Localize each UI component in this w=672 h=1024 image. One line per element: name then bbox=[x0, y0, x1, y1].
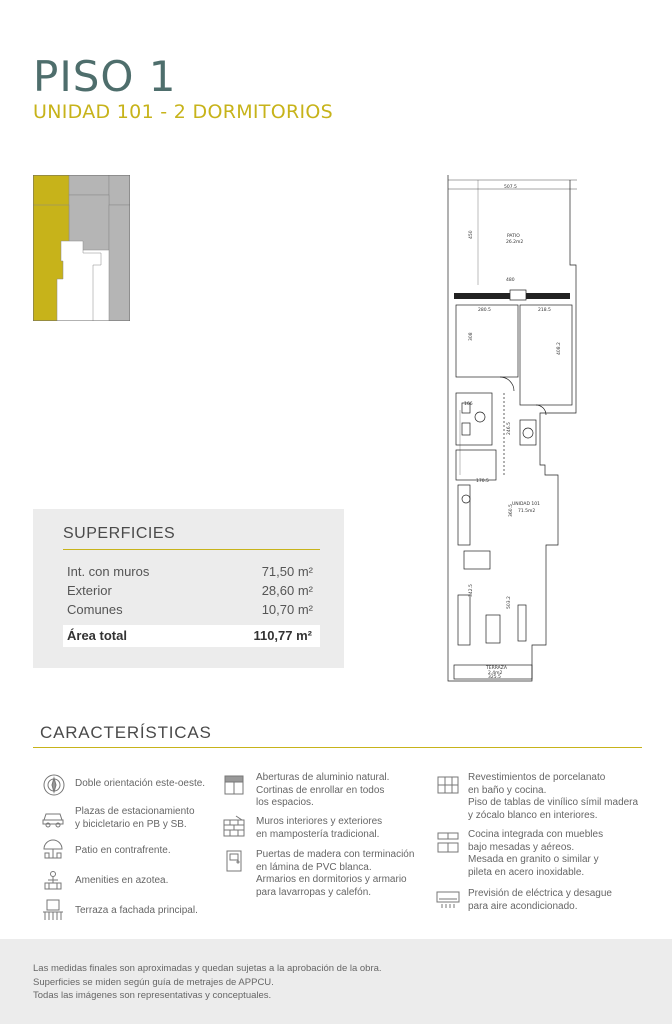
dim-living-v: 342.5 bbox=[469, 584, 474, 597]
surface-total-row bbox=[63, 625, 320, 647]
surface-label: Int. con muros bbox=[67, 564, 150, 579]
page-title: PISO 1 bbox=[33, 52, 177, 101]
features-title: CARACTERÍSTICAS bbox=[40, 723, 212, 742]
dim-living-h: 360.5 bbox=[509, 504, 514, 517]
dim-bed1: 280.5 bbox=[478, 308, 491, 313]
footer-line: Las medidas finales son aproximadas y quedan sujetas a la aprobación de la obra. bbox=[33, 963, 382, 974]
feature-text: Patio en contrafrente. bbox=[75, 845, 171, 856]
key-plan bbox=[33, 175, 130, 321]
feature-text: Doble orientación este-oeste. bbox=[75, 778, 206, 789]
surface-label: Exterior bbox=[67, 583, 112, 598]
surface-row bbox=[67, 602, 317, 617]
dim-bed2-h: 408.2 bbox=[557, 342, 562, 355]
surface-value: 28,60 m² bbox=[261, 583, 313, 598]
surfaces-title: SUPERFICIES bbox=[63, 525, 176, 542]
dim-patio-bottom: 480 bbox=[506, 278, 515, 283]
feature-text: Revestimientos de porcelanato en baño y cocina. Piso de tablas de vinílico símil madera y zócalo blanco en interiores. bbox=[468, 772, 639, 821]
feature-text: Plazas de estacionamiento y bicicletario en PB y SB. bbox=[75, 806, 195, 830]
footer-line: Todas las imágenes son representativas y conceptuales. bbox=[33, 990, 272, 1001]
compass-icon bbox=[42, 773, 66, 797]
window-icon bbox=[222, 773, 246, 797]
surfaces-panel bbox=[33, 509, 344, 668]
unit-area: 71.5m2 bbox=[518, 509, 536, 514]
dim-bed2: 218.5 bbox=[538, 308, 551, 313]
brick-wall-icon bbox=[222, 814, 246, 838]
floor-plan bbox=[440, 175, 580, 687]
surface-row bbox=[67, 583, 317, 598]
dim-top: 507.5 bbox=[504, 185, 517, 190]
page-subtitle: UNIDAD 101 - 2 DORMITORIOS bbox=[33, 101, 333, 123]
feature-text: Cocina integrada con muebles bajo mesadas y aéreos. Mesada en granito o similar y pileta en acero inoxidable. bbox=[468, 829, 604, 878]
dim-terrace: 325.5 bbox=[488, 675, 501, 680]
dim-living-w: 503.2 bbox=[507, 596, 512, 609]
door-icon bbox=[222, 849, 246, 873]
patio-label: PATIO bbox=[507, 234, 520, 239]
surfaces-divider bbox=[63, 549, 320, 550]
surface-value: 71,50 m² bbox=[261, 564, 313, 579]
balcony-icon bbox=[41, 898, 65, 922]
umbrella-icon bbox=[41, 838, 65, 862]
surface-value: 10,70 m² bbox=[261, 602, 313, 617]
terrace-area: 2.4m2 bbox=[488, 671, 503, 676]
tiles-icon bbox=[436, 773, 460, 797]
feature-text: Amenities en azotea. bbox=[75, 875, 169, 886]
feature-text: Previsión de eléctrica y desague para aire acondicionado. bbox=[468, 888, 612, 912]
terrace-label: TERRAZA bbox=[486, 666, 507, 671]
dim-hall: 246.5 bbox=[507, 422, 512, 435]
dim-patio-side: 450 bbox=[469, 230, 474, 239]
patio-area: 26.2m2 bbox=[506, 240, 524, 245]
unit-label: UNIDAD 101 bbox=[512, 502, 540, 507]
total-value: 110,77 m² bbox=[253, 628, 312, 643]
dim-kitchen: 170.5 bbox=[476, 479, 489, 484]
feature-text: Aberturas de aluminio natural. Cortinas de enrollar en todos los espacios. bbox=[256, 772, 390, 808]
surface-label: Comunes bbox=[67, 602, 123, 617]
footer-line: Superficies se miden según guía de metrajes de APPCU. bbox=[33, 977, 274, 988]
dim-bed1-h: 308 bbox=[469, 332, 474, 341]
total-label: Área total bbox=[67, 628, 127, 643]
air-conditioner-icon bbox=[436, 887, 460, 911]
feature-text: Puertas de madera con terminación en lámina de PVC blanca. Armarios en dormitorios y armario para lavarropas y calefón. bbox=[256, 849, 415, 898]
kitchen-icon bbox=[436, 830, 460, 854]
feature-text: Terraza a fachada principal. bbox=[75, 905, 198, 916]
feature-text: Muros interiores y exteriores en mampostería tradicional. bbox=[256, 816, 383, 840]
surface-row bbox=[67, 564, 317, 579]
features-divider bbox=[33, 747, 642, 748]
footer bbox=[0, 939, 672, 1024]
dim-bath: 166 bbox=[464, 402, 473, 407]
rooftop-icon bbox=[41, 868, 65, 892]
car-icon bbox=[41, 805, 65, 829]
